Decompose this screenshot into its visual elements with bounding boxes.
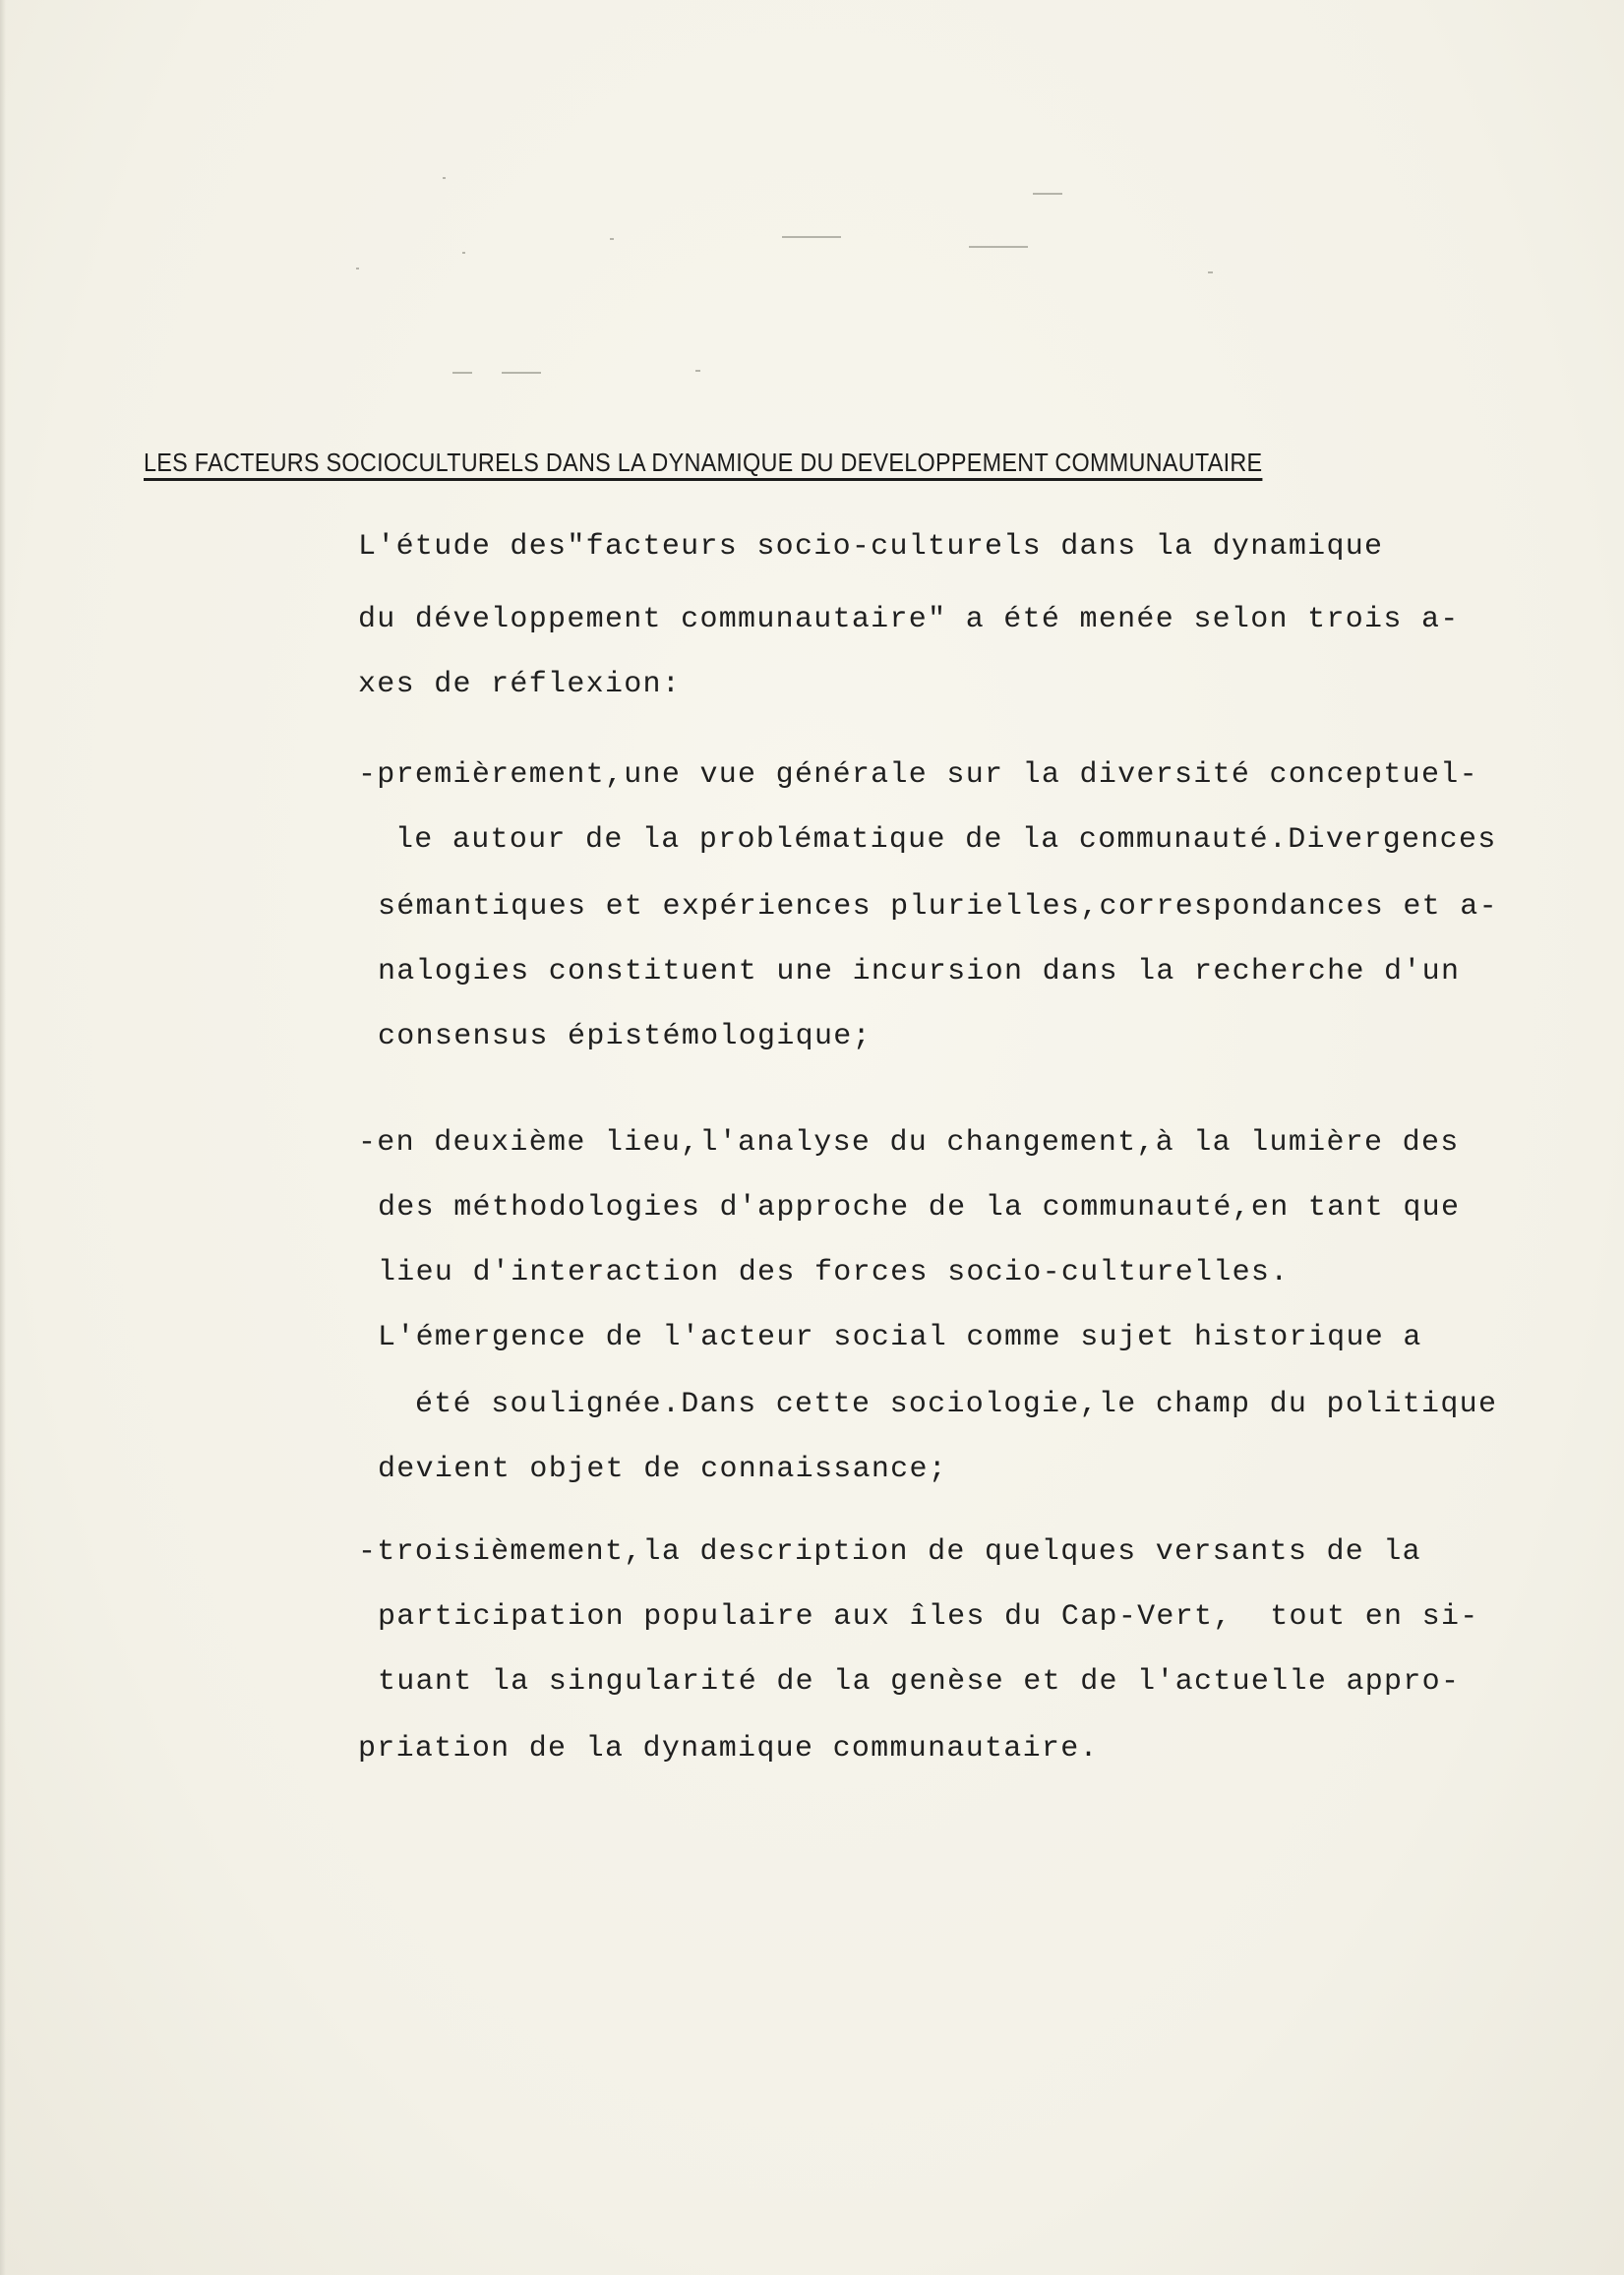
point3-line: -troisièmement,la description de quelques versants de la bbox=[358, 1535, 1421, 1569]
point1-line: -premièrement,une vue générale sur la diversité conceptuel- bbox=[358, 758, 1478, 792]
point2-line: été soulignée.Dans cette sociologie,le champ du politique bbox=[415, 1388, 1498, 1421]
scan-speck bbox=[462, 252, 465, 254]
point3-line: tuant la singularité de la genèse et de l'actuelle appro- bbox=[378, 1665, 1461, 1699]
point2-line: -en deuxième lieu,l'analyse du changement,à la lumière des bbox=[358, 1126, 1460, 1160]
intro-line: L'étude des"facteurs socio-culturels dans la dynamique bbox=[358, 530, 1384, 564]
point1-line: sémantiques et expériences plurielles,correspondances et a- bbox=[378, 890, 1498, 924]
scan-speck bbox=[443, 177, 446, 179]
point2-line: lieu d'interaction des forces socio-culturelles. bbox=[378, 1256, 1290, 1289]
point2-line: des méthodologies d'approche de la communauté,en tant que bbox=[378, 1191, 1461, 1225]
scan-speck bbox=[610, 238, 614, 240]
point3-line: participation populaire aux îles du Cap-Vert, tout en si- bbox=[378, 1600, 1479, 1634]
point1-line: le autour de la problématique de la communauté.Divergences bbox=[395, 823, 1497, 857]
point3-line: priation de la dynamique communautaire. bbox=[358, 1732, 1099, 1766]
scan-speck bbox=[452, 372, 472, 374]
point1-line: consensus épistémologique; bbox=[378, 1020, 872, 1053]
point1-line: nalogies constituent une incursion dans la recherche d'un bbox=[378, 955, 1461, 988]
scan-speck bbox=[502, 372, 541, 374]
document-title: LES FACTEURS SOCIOCULTURELS DANS LA DYNAMIQUE DU DEVELOPPEMENT COMMUNAUTAIRE bbox=[144, 448, 1263, 477]
scan-speck bbox=[1208, 271, 1213, 273]
intro-line: du développement communautaire" a été menée selon trois a- bbox=[358, 603, 1460, 636]
scan-speck bbox=[782, 236, 841, 238]
scan-speck bbox=[1033, 193, 1062, 195]
scan-speck bbox=[356, 268, 359, 269]
paper-edge-shadow bbox=[0, 0, 6, 2275]
point2-line: L'émergence de l'acteur social comme sujet historique a bbox=[378, 1321, 1422, 1354]
intro-line: xes de réflexion: bbox=[358, 668, 682, 701]
scan-speck bbox=[969, 246, 1028, 248]
scan-speck bbox=[695, 370, 700, 372]
point2-line: devient objet de connaissance; bbox=[378, 1453, 948, 1486]
